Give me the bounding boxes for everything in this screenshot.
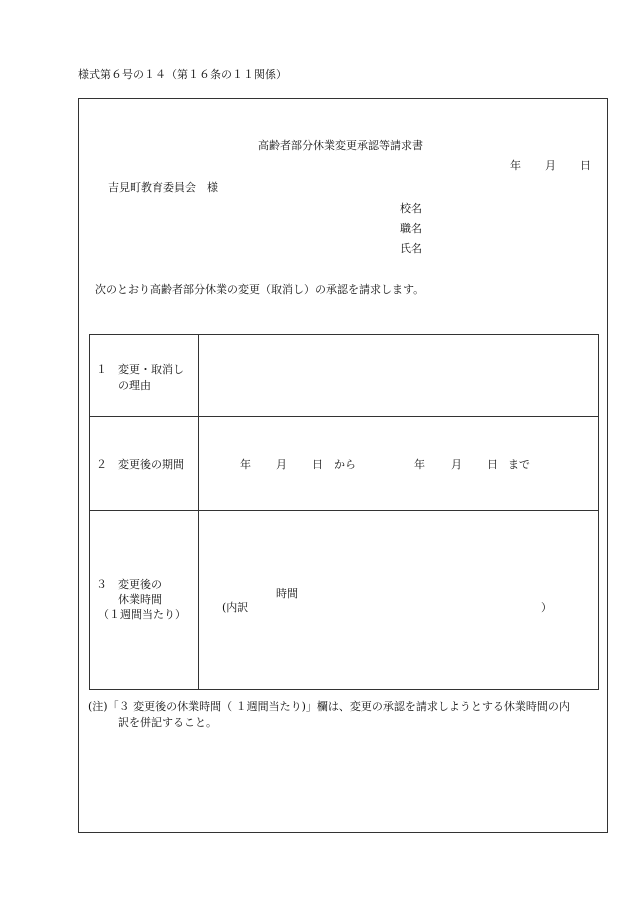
row3-label-line1: ３ 変更後の	[96, 578, 162, 591]
row1-label-line2: の理由	[118, 379, 151, 392]
school-name-label: 校名	[400, 202, 422, 215]
table-row-divider	[89, 416, 599, 417]
date-year-label: 年	[510, 159, 521, 172]
table-row-divider	[89, 510, 599, 511]
period-from-day: 日	[312, 458, 323, 471]
date-day-label: 日	[580, 159, 591, 172]
period-to-made: まで	[508, 458, 530, 471]
period-to-year: 年	[414, 458, 425, 471]
row1-label-line1: １ 変更・取消し	[96, 363, 184, 376]
document-title: 高齢者部分休業変更承認等請求書	[258, 139, 423, 152]
breakdown-open: (内訳	[222, 601, 249, 614]
period-from-kara: から	[334, 458, 356, 471]
period-to-month: 月	[451, 458, 462, 471]
hours-label: 時間	[276, 587, 298, 600]
period-to-day: 日	[487, 458, 498, 471]
date-month-label: 月	[545, 159, 556, 172]
position-label: 職名	[400, 222, 422, 235]
period-from-month: 月	[276, 458, 287, 471]
row2-label: ２ 変更後の期間	[96, 458, 184, 471]
table-column-divider	[198, 334, 199, 690]
row1-reason-cell[interactable]	[200, 336, 597, 415]
row3-label-line3: （１週間当たり）	[98, 608, 186, 621]
period-from-year: 年	[240, 458, 251, 471]
note-line2: 訳を併記すること。	[118, 716, 217, 729]
request-statement: 次のとおり高齢者部分休業の変更（取消し）の承認を請求します。	[95, 283, 425, 296]
row3-label-line2: 休業時間	[118, 593, 162, 606]
addressee: 吉見町教育委員会 様	[108, 181, 218, 194]
breakdown-close: ）	[541, 601, 552, 614]
applicant-name-label: 氏名	[400, 242, 422, 255]
note-line1: (注)「３ 変更後の休業時間（ １週間当たり)」欄は、変更の承認を請求しようとする休業時間の内	[88, 700, 570, 713]
form-number: 様式第６号の１４（第１６条の１１関係）	[78, 68, 287, 81]
